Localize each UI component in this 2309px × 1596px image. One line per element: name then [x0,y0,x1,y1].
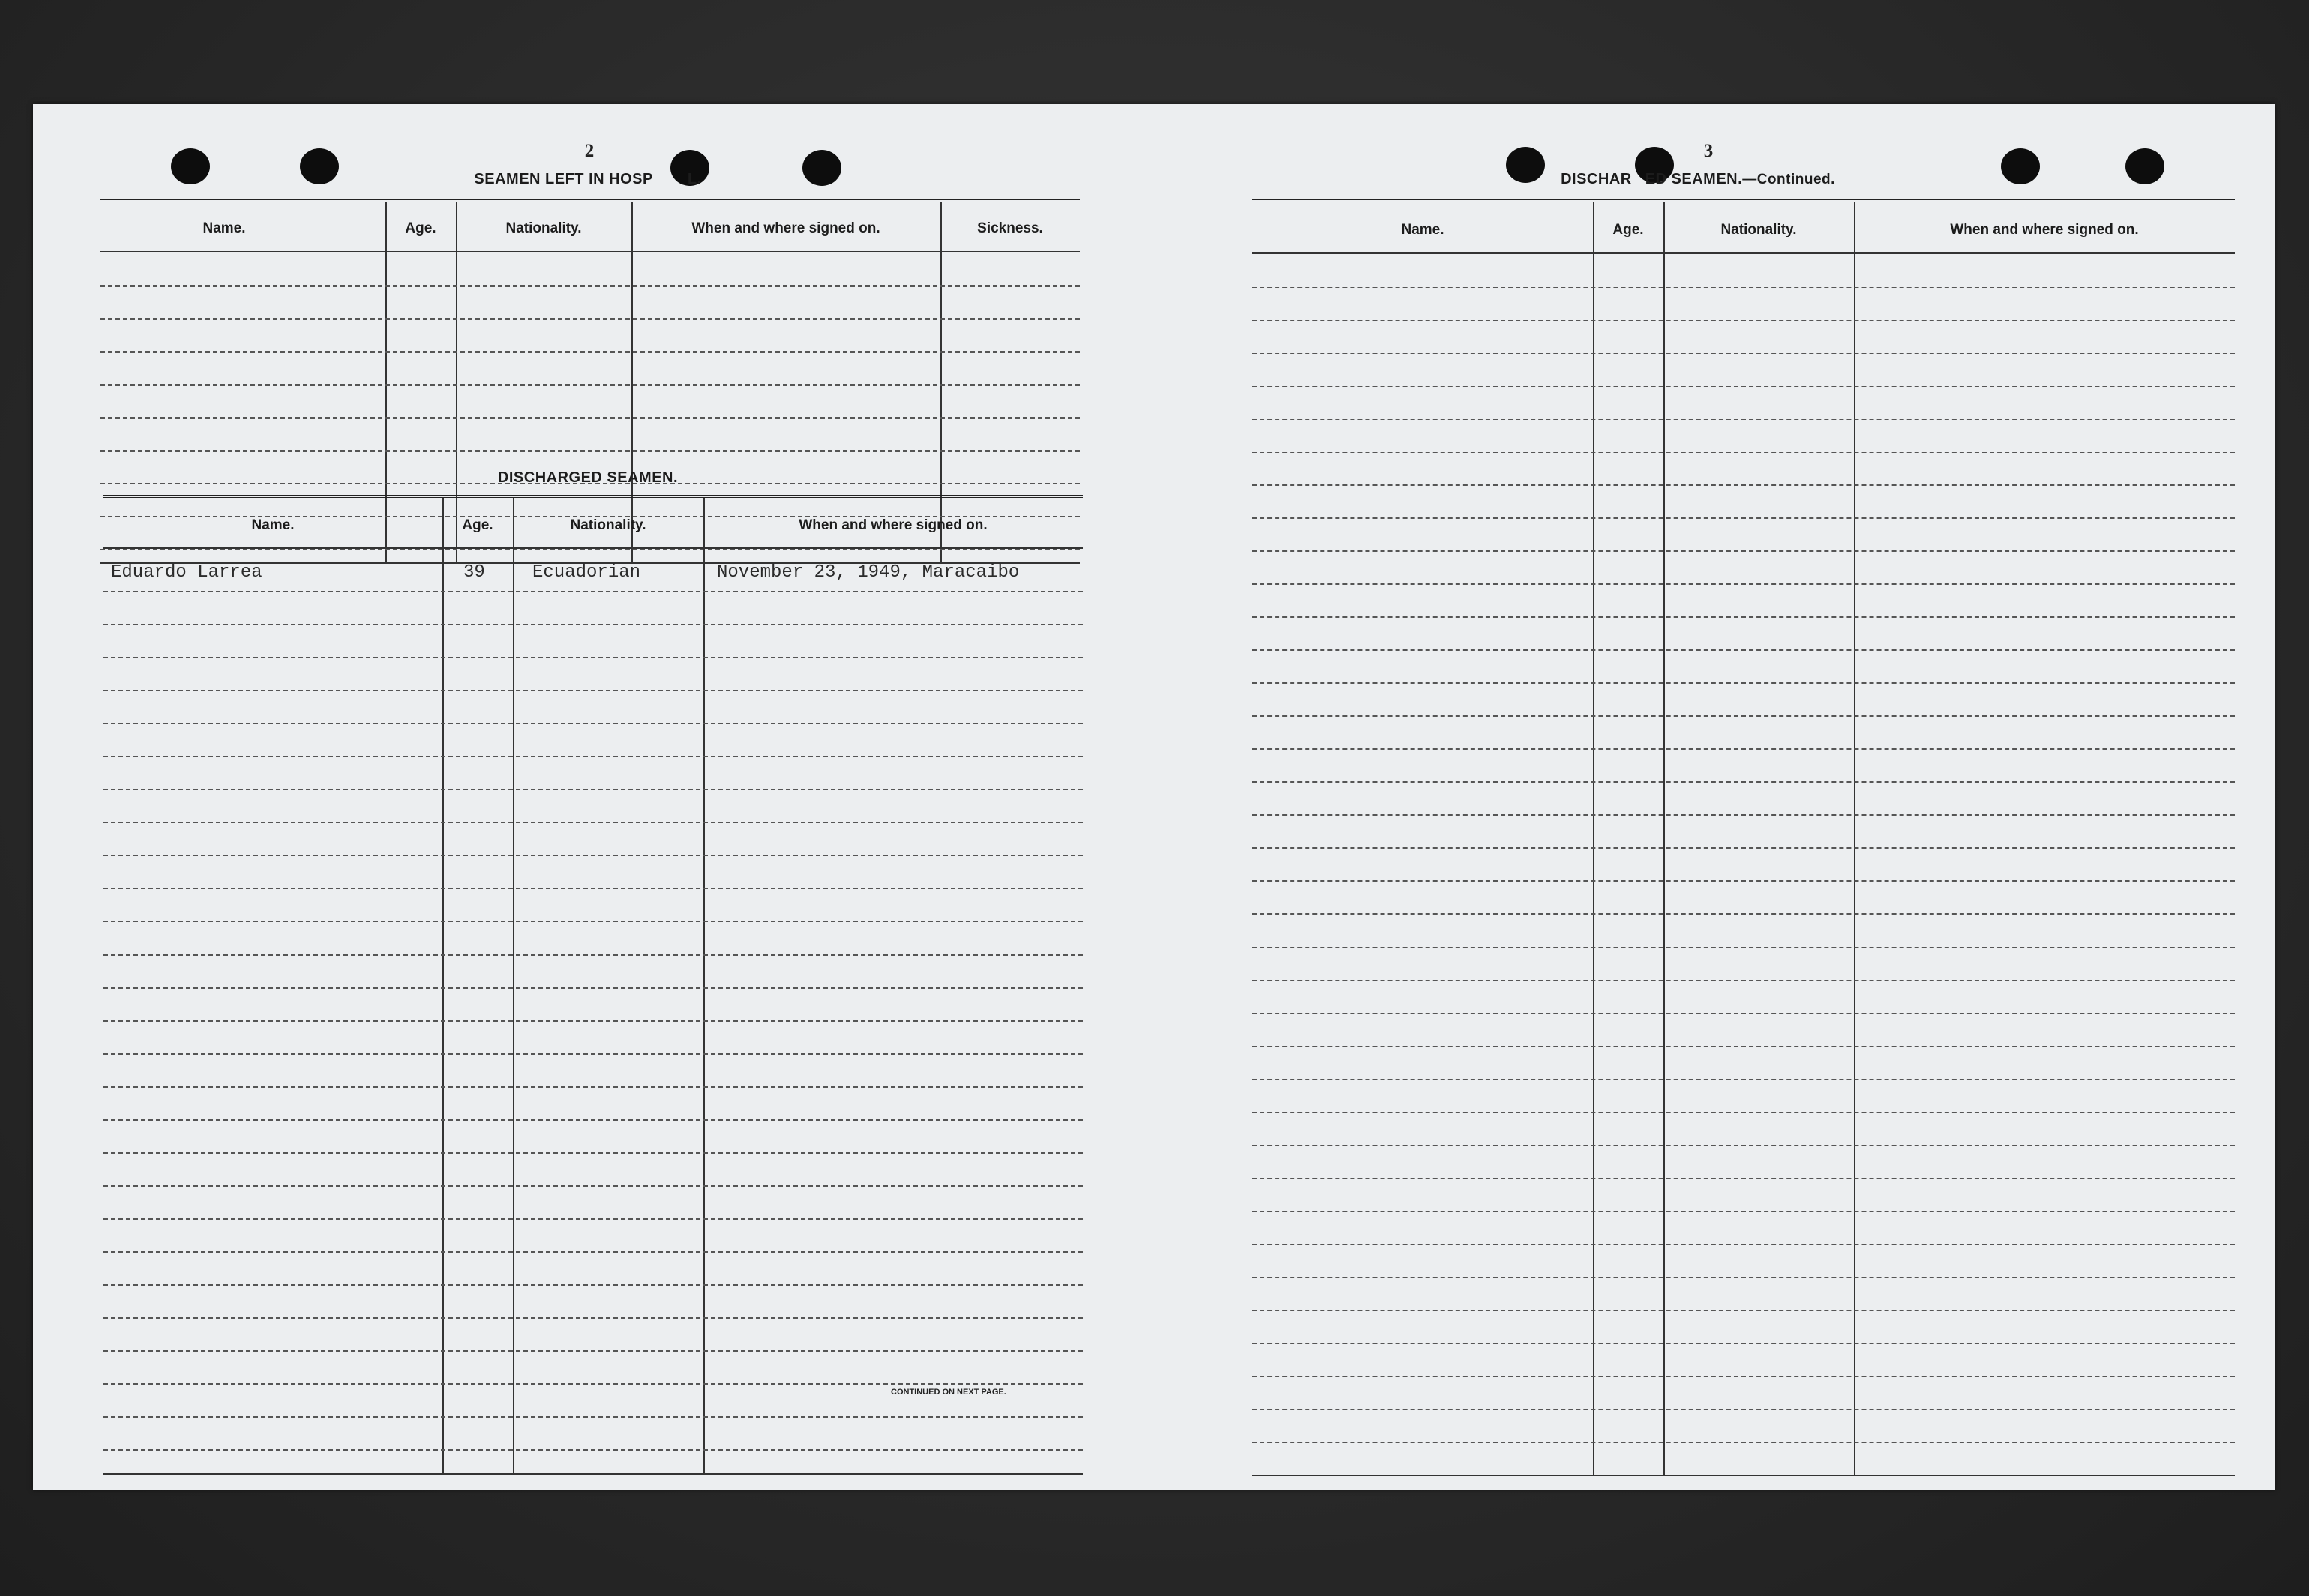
discharged-table [103,495,1083,1474]
discharged-section-title: DISCHARGED SEAMEN. [497,470,679,486]
right-page [1150,104,2275,1490]
ledger-sheet [33,104,2275,1490]
entry-nationality: Ecuadorian [532,562,641,583]
col-age: Age. [462,518,493,533]
col-nationality: Nationality. [505,220,582,236]
col-nationality: Nationality. [1720,222,1797,238]
col-name: Name. [1401,222,1444,238]
col-name: Name. [202,220,246,236]
col-signed-on: When and where signed on. [799,518,988,533]
col-age: Age. [405,220,436,236]
title-mid: ED SEAMEN. [1645,171,1743,188]
col-sickness: Sickness. [977,220,1043,236]
left-page [33,104,1128,1490]
entry-age: 39 [463,562,485,583]
col-nationality: Nationality. [570,518,646,533]
discharged-continued-table [1252,200,2235,1476]
col-signed-on: When and where signed on. [691,220,880,236]
hospital-title-text: SEAMEN LEFT IN HOSP [474,171,653,188]
page-number: 3 [1703,141,1714,161]
hospital-section-title [423,171,753,188]
title-continued: —Continued. [1742,172,1835,188]
col-age: Age. [1612,222,1644,238]
continued-note: CONTINUED ON NEXT PAGE. [891,1388,1006,1396]
col-signed-on: When and where signed on. [1950,222,2139,238]
page-number: 2 [584,141,595,161]
col-name: Name. [251,518,295,533]
entry-name: Eduardo Larrea [111,562,262,583]
entry-signed-on: November 23, 1949, Maracaibo [717,562,1020,583]
title-head: DISCHAR [1561,171,1632,188]
hospital-title-tail: L. [687,171,702,188]
discharged-continued-title [1503,171,1893,188]
